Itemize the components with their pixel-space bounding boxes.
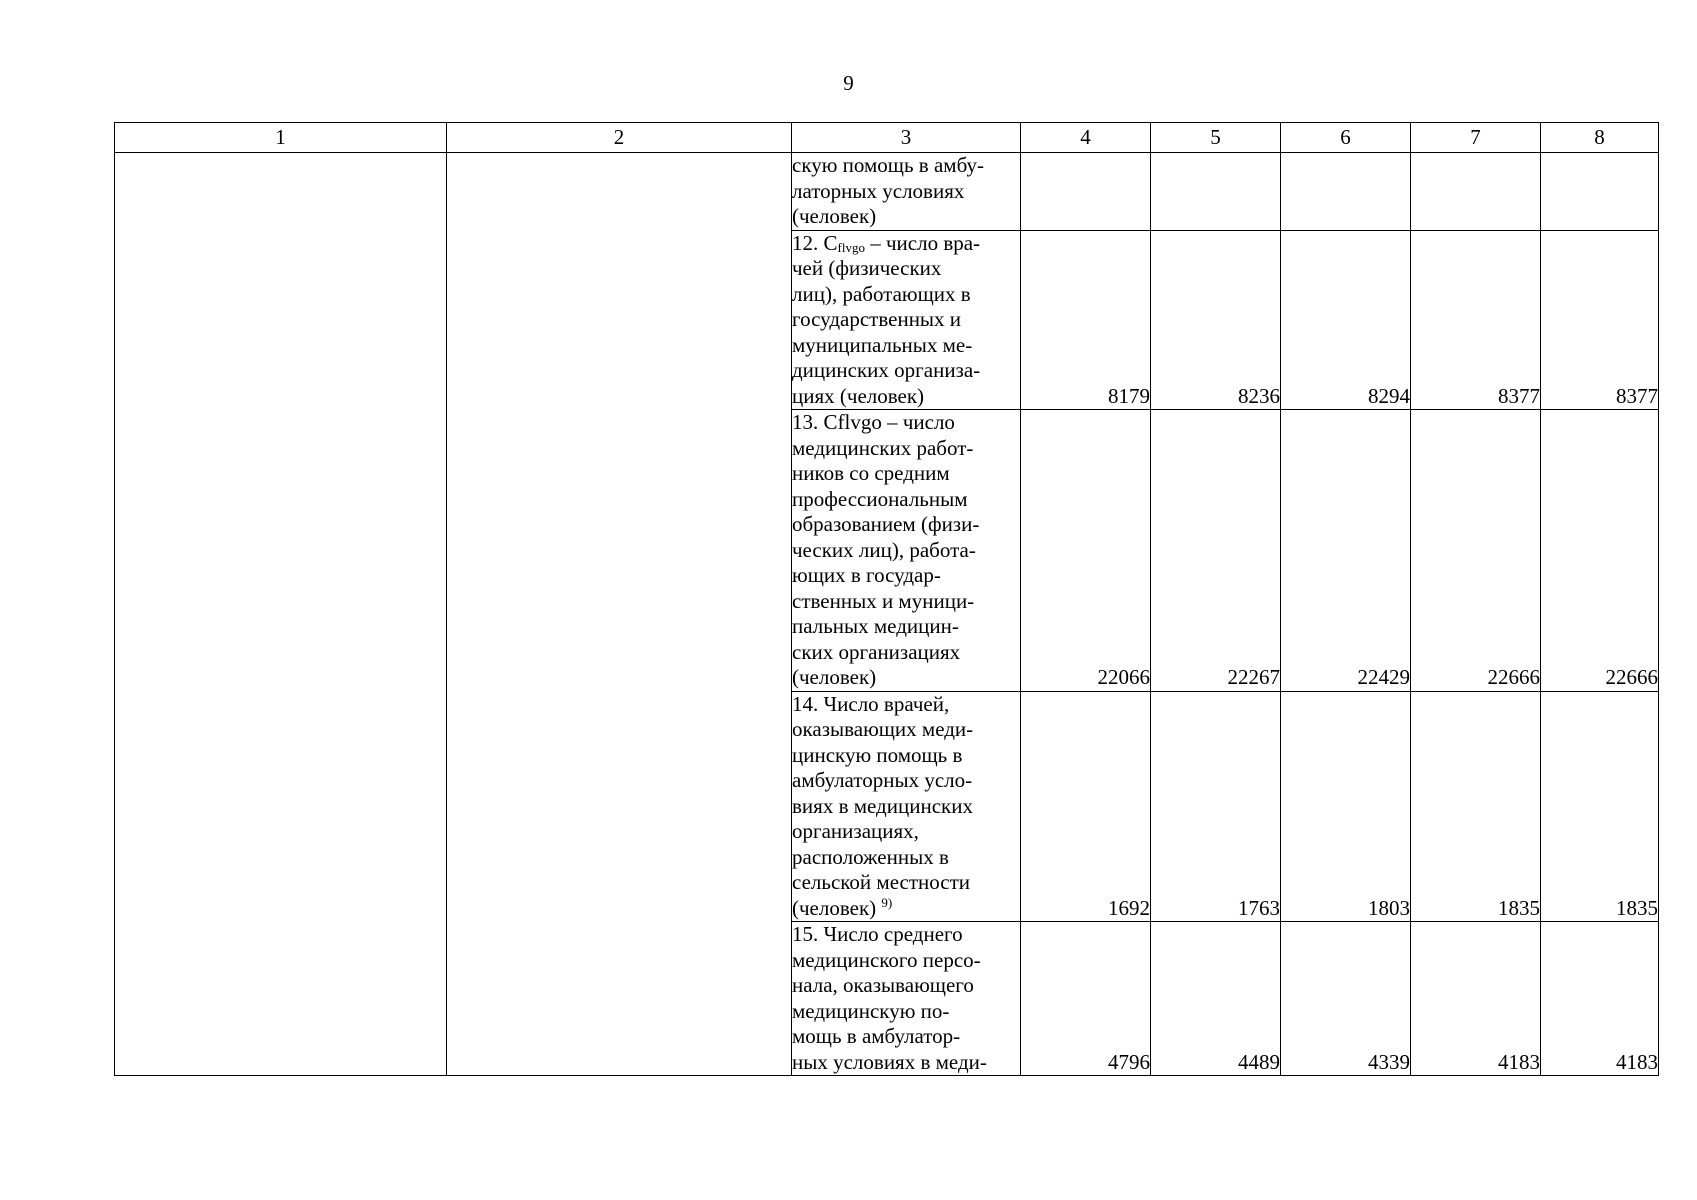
text-line: дицинских организа- xyxy=(792,358,981,382)
footnote-marker: 9) xyxy=(881,894,893,910)
value-cell xyxy=(1411,153,1541,231)
text-line xyxy=(792,231,1020,257)
value-cell: 4489 xyxy=(1151,922,1281,1076)
text-line: медицинского персо- xyxy=(792,947,981,972)
value-cell: 8377 xyxy=(1411,230,1541,410)
column-1-cell xyxy=(115,153,447,1076)
value-cell xyxy=(1021,153,1151,231)
value-cell: 1803 xyxy=(1281,691,1411,922)
indicator-name-cell xyxy=(792,410,1021,692)
text-line: (человек) xyxy=(792,665,877,689)
last-line-text: (человек) xyxy=(792,895,882,920)
text-line: амбулаторных усло- xyxy=(792,768,973,792)
text-line: циях (человек) xyxy=(792,383,925,408)
text-line: оказывающих меди- xyxy=(792,717,974,741)
header-cell: 1 xyxy=(115,123,447,153)
text-line: латорных условиях xyxy=(792,178,965,203)
value-cell: 4339 xyxy=(1281,922,1411,1076)
text-line: организациях, xyxy=(792,819,919,843)
header-cell: 7 xyxy=(1411,123,1541,153)
value-cell: 8179 xyxy=(1021,230,1151,410)
text-line: медицинских работ- xyxy=(792,435,974,460)
item-rest: – число вра- xyxy=(864,230,981,255)
text-line: цинскую помощь в xyxy=(792,742,963,767)
value-cell: 8377 xyxy=(1541,230,1659,410)
value-cell xyxy=(1541,153,1659,231)
header-cell: 6 xyxy=(1281,123,1411,153)
text-line: сельской местности xyxy=(792,870,971,894)
text-line: 14. Число врачей, xyxy=(792,691,950,716)
header-row xyxy=(115,123,1659,153)
value-cell: 1692 xyxy=(1021,691,1151,922)
value-cell: 22267 xyxy=(1151,410,1281,692)
subscript: flvgo xyxy=(837,239,865,255)
text-line: скую помощь в амбу- xyxy=(792,153,984,177)
text-line: расположенных в xyxy=(792,844,949,869)
indicator-table xyxy=(114,122,1659,1076)
text-line: (человек) xyxy=(792,204,877,228)
text-line: мощь в амбулатор- xyxy=(792,1024,961,1048)
item-prefix: 12. C xyxy=(792,230,838,255)
header-cell: 4 xyxy=(1021,123,1151,153)
text-line: государственных и xyxy=(792,307,962,331)
text-line xyxy=(792,896,1020,922)
indicator-name-cell xyxy=(792,153,1021,231)
text-line: ных условиях в меди- xyxy=(792,1049,987,1074)
header-cell: 3 xyxy=(792,123,1021,153)
value-cell xyxy=(1151,153,1281,231)
text-line: чей (физических xyxy=(792,256,942,280)
value-cell: 1835 xyxy=(1411,691,1541,922)
text-line: ющих в государ- xyxy=(792,563,941,587)
value-cell: 8236 xyxy=(1151,230,1281,410)
header-cell: 5 xyxy=(1151,123,1281,153)
value-cell: 22429 xyxy=(1281,410,1411,692)
indicator-name-cell xyxy=(792,691,1021,922)
text-line: виях в медицинских xyxy=(792,793,973,818)
value-cell: 22066 xyxy=(1021,410,1151,692)
value-cell: 22666 xyxy=(1411,410,1541,692)
value-cell xyxy=(1281,153,1411,231)
column-2-cell xyxy=(447,153,792,1076)
text-line: ских организациях xyxy=(792,639,961,664)
indicator-name-cell xyxy=(792,922,1021,1076)
table-row xyxy=(115,153,1659,231)
value-cell: 1763 xyxy=(1151,691,1281,922)
text-line: 13. Cflvgo – число xyxy=(792,410,955,434)
text-line: 15. Число среднего xyxy=(792,922,963,946)
text-line: лиц), работающих в xyxy=(792,281,971,306)
value-cell: 4183 xyxy=(1411,922,1541,1076)
text-line: медицинскую по- xyxy=(792,998,950,1023)
value-cell: 4183 xyxy=(1541,922,1659,1076)
text-line: профессиональным xyxy=(792,486,968,511)
text-line: ников со средним xyxy=(792,461,950,485)
page-number: 9 xyxy=(843,71,854,95)
value-cell: 4796 xyxy=(1021,922,1151,1076)
value-cell: 8294 xyxy=(1281,230,1411,410)
value-cell: 1835 xyxy=(1541,691,1659,922)
text-line: ческих лиц), работа- xyxy=(792,537,976,562)
text-line: образованием (физи- xyxy=(792,512,980,536)
header-cell: 8 xyxy=(1541,123,1659,153)
text-line: пальных медицин- xyxy=(792,614,959,638)
text-line: ственных и муници- xyxy=(792,588,975,613)
value-cell: 22666 xyxy=(1541,410,1659,692)
text-line: нала, оказывающего xyxy=(792,973,974,997)
header-cell: 2 xyxy=(447,123,792,153)
text-line: муниципальных ме- xyxy=(792,332,973,357)
indicator-name-cell xyxy=(792,230,1021,410)
